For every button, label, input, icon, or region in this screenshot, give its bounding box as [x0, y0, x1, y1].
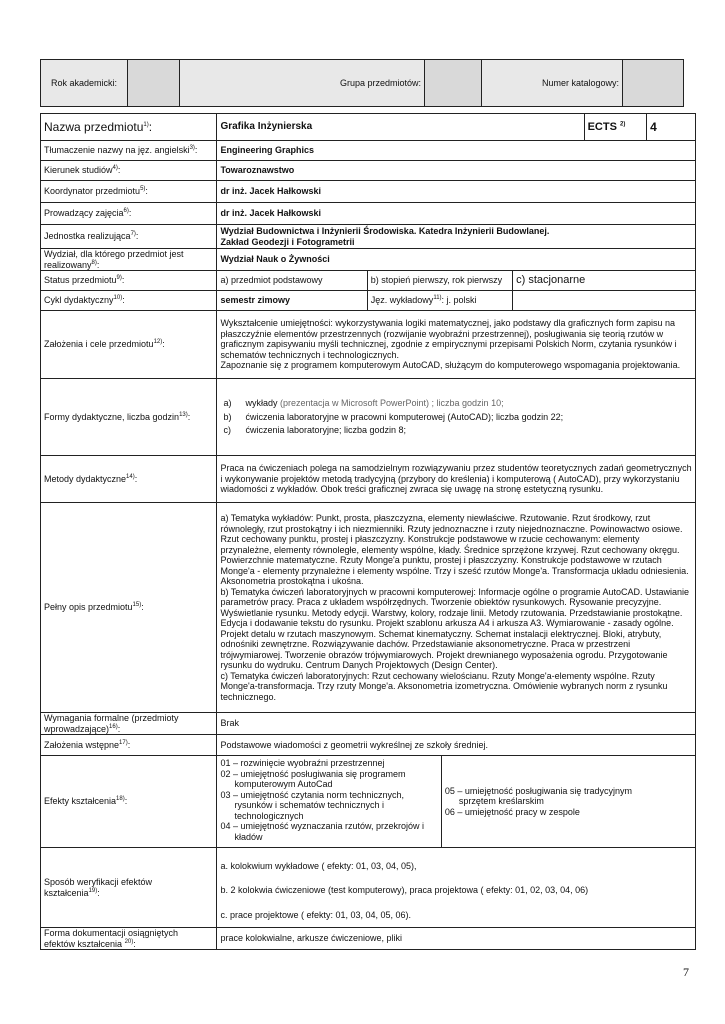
formy-item-a: a) wykłady (prezentacja w Microsoft PowerPoint) ; liczba godzin 10; — [223, 398, 504, 409]
course-table — [40, 113, 696, 950]
row-opis — [41, 503, 696, 713]
grupa-przedmiotow-value — [425, 60, 482, 107]
metody-label: Metody dydaktyczne$^{14)}$: — [41, 456, 217, 503]
numer-katalogowy-label: Numer katalogowy: — [482, 60, 623, 107]
formy-list — [217, 379, 696, 456]
forma-dok-value: prace kolokwialne, arkusze ćwiczeniowe, pliki — [217, 928, 696, 950]
row-sposob — [41, 848, 696, 928]
row-cykl — [41, 291, 696, 311]
prowadzacy-label: Prowadzący zajęcia$^{6)}$: — [41, 203, 217, 225]
efekty-right: 05 – umiejętność posługiwania się tradycyjnym sprzętem kreślarskim 06 – umiejętność pracy w zespole — [441, 756, 695, 848]
nazwa-value: Grafika Inżynierska — [217, 114, 584, 141]
koordynator-label: Koordynator przedmiotu$^{5)}$: — [41, 181, 217, 203]
zalozenia-cele-label: Założenia i cele przedmiotu$^{12)}$: — [41, 311, 217, 379]
grupa-przedmiotow-label: Grupa przedmiotów: — [180, 60, 425, 107]
zalozenia-wstepne-value: Podstawowe wiadomości z geometrii wykreślnej ze szkoły średniej. — [217, 735, 696, 756]
prowadzacy-value: dr inż. Jacek Hałkowski — [217, 203, 696, 225]
ects-label: ECTS $^{2)}$ — [584, 114, 647, 141]
wymagania-value: Brak — [217, 713, 696, 735]
metody-text: Praca na ćwiczeniach polega na samodzielnym rozwiązywaniu przez studentów teoretycznych zadań geometrycznych i wykonywanie projektów metodą tradycyjną (przybory do kreślenia) i komputerową ( AutoCAD), przy wykorzystaniu wiadomości z wykładów. Obok treści graficznej zwraca się uwagę na stronę estetyczną rysunku. — [217, 456, 696, 503]
cykl-value: semestr zimowy — [217, 291, 367, 311]
row-status — [41, 271, 696, 291]
formy-item-c: c) ćwiczenia laboratoryjne; liczba godzin 8; — [223, 425, 407, 436]
row-formy — [41, 379, 696, 456]
page-number: 7 — [683, 965, 689, 979]
forma-dok-label: Forma dokumentacji osiągniętych efektów kształcenia $^{20)}$: — [41, 928, 217, 950]
row-nazwa — [41, 114, 696, 141]
row-zalozenia-wstepne — [41, 735, 696, 756]
formy-item-b: b) ćwiczenia laboratoryjne w pracowni komputerowej (AutoCAD); liczba godzin 22; — [223, 411, 564, 422]
efekty-label: Efekty kształcenia$^{18)}$: — [41, 756, 217, 848]
row-zalozenia-cele — [41, 311, 696, 379]
zalozenia-cele-text: Wykształcenie umiejętności: wykorzystywania logiki matematycznej, jako podstawy dla graficznych form zapisu na płaszczyźnie elementów przestrzennych (rozwijanie wyobraźni przestrzennej), posługiwania się teorią rzutów w graficznym zapisywaniu myśli technicznej, zgodnie z empirycznymi przepisami Polskich Norm, czytania rysunków i schematów technicznych i technologicznych. Zapoznanie się z programem komputerowym AutoCAD, służącym do komputerowego wspomagania projektowania. — [217, 311, 696, 379]
jednostka-value: Wydział Budownictwa i Inżynierii Środowiska. Katedra Inżynierii Budowlanej. Zakład Geodezji i Fotogrametrii — [217, 225, 696, 249]
status-label: Status przedmiotu$^{9)}$: — [41, 271, 217, 291]
status-a: a) przedmiot podstawowy — [217, 271, 367, 291]
row-koordynator — [41, 181, 696, 203]
kierunek-value: Towaroznawstwo — [217, 161, 696, 181]
koordynator-value: dr inż. Jacek Hałkowski — [217, 181, 696, 203]
row-kierunek — [41, 161, 696, 181]
sposob-label: Sposób weryfikacji efektów kształcenia$^{19)}$: — [41, 848, 217, 928]
opis-text: a) Tematyka wykładów: Punkt, prosta, płaszczyzna, elementy niewłaściwe. Rzutowanie. Rzut środkowy, rzut równoległy, rzut prostokątny i ich niezmienniki. Rzuty jednoznaczne i rzuty niejednoznaczne. Powinowactwo osiowe. Rzut cechowany punktu, prostej i płaszczyzny. Konstrukcje podstawowe w rzucie cechowanym: elementy przynależne, elementy równoległe, elementy wspólne, kłady. Średnice sprzężone krzywej. Rzut cechowany okręgu. Powierzchnie matematyczne. Rzuty Monge'a punktu, prostej i płaszczyzny. Konstrukcje podstawowe w rzutach Monge'a - elementy przynależne i elementy wspólne. Trzy i sześć rzutów Monge'a. Transformacja układu odniesienia. Aksonometria prostokątna i ukośna. b) Tematyka ćwiczeń laboratoryjnych w pracowni komputerowej: Informacje ogólne o programie AutoCAD. Ustawianie parametrów pracy. Praca z układem współrzędnych. Tworzenie obiektów rysunkowych. Rysowanie precyzyjne. Wyświetlanie rysunku. Metody edycji. Warstwy, kolory, rodzaje linii. Metody rzutowania. Przedstawianie prostokątne. Edycja i dodawanie tekstu do rysunku. Projekt szablonu arkusza A4 i arkusza A3. Wymiarowanie - zasady ogólne. Projekt detalu w rzutach maszynowym. Schemat kinematyczny. Schemat instalacji elektrycznej. Bloki, atrybuty, odnośniki zewnętrzne. Rozwiązywanie dachów. Przedstawianie aksonometryczne. Praca w przestrzeni trójwymiarowej. Tworzenie obrazów trójwymiarowych. Projekt drewnianego wyposażenia ogrodu. Przygotowanie rysunku do wydruku. Centrum Danych Projektowych (Design Center). c) Tematyka ćwiczeń laboratoryjnych: Rzut cechowany wielościanu. Rzuty Monge'a-elementy wspólne. Rzuty Monge'a-transformacja. Trzy rzuty Monge'a. Aksonometria izometryczna. Omówienie wybranych norm z rysunku technicznego. — [217, 503, 696, 713]
row-tlumaczenie — [41, 141, 696, 161]
row-metody — [41, 456, 696, 503]
rok-akademicki-value — [128, 60, 180, 107]
jezyk-wykladowy: Jęz. wykładowy$^{11)}$: j. polski — [367, 291, 512, 311]
tlumaczenie-value: Engineering Graphics — [217, 141, 696, 161]
ects-value: 4 — [647, 114, 696, 141]
formy-label: Formy dydaktyczne, liczba godzin$^{13)}$: — [41, 379, 217, 456]
nazwa-label: Nazwa przedmiotu$^{1)}$: — [41, 114, 217, 141]
row-wydzial — [41, 249, 696, 271]
cykl-empty — [513, 291, 696, 311]
row-prowadzacy — [41, 203, 696, 225]
zalozenia-wstepne-label: Założenia wstępne$^{17)}$: — [41, 735, 217, 756]
tlumaczenie-label: Tłumaczenie nazwy na jęz. angielski$^{3)}$: — [41, 141, 217, 161]
sposob-text: a. kolokwium wykładowe ( efekty: 01, 03, 04, 05), b. 2 kolokwia ćwiczeniowe (test komputerowy), praca projektowa ( efekty: 01, 02, 03, 04, 06) c. prace projektowe ( efekty: 01, 03, 04, 05, 06). — [217, 848, 696, 928]
row-efekty — [41, 756, 696, 848]
opis-label: Pełny opis przedmiotu$^{15)}$: — [41, 503, 217, 713]
wydzial-value: Wydział Nauk o Żywności — [217, 249, 696, 271]
row-forma-dokumentacji — [41, 928, 696, 950]
status-b: b) stopień pierwszy, rok pierwszy — [367, 271, 512, 291]
efekty-left: 01 – rozwinięcie wyobraźni przestrzennej 02 – umiejętność posługiwania się programem komputerowym AutoCad 03 – umiejętność czytania norm technicznych, rysunków i schematów technicznych i technologicznych 04 – umiejętność wyznaczania rzutów, przekrojów i kładów — [217, 756, 441, 848]
row-jednostka — [41, 225, 696, 249]
header-table — [40, 59, 684, 107]
row-wymagania — [41, 713, 696, 735]
cykl-label: Cykl dydaktyczny$^{10)}$: — [41, 291, 217, 311]
rok-akademicki-label: Rok akademicki: — [41, 60, 128, 107]
jednostka-label: Jednostka realizująca$^{7)}$: — [41, 225, 217, 249]
status-c: c) stacjonarne — [513, 271, 696, 291]
kierunek-label: Kierunek studiów$^{4)}$: — [41, 161, 217, 181]
numer-katalogowy-value — [623, 60, 684, 107]
wydzial-label: Wydział, dla którego przedmiot jest realizowany$^{8)}$: — [41, 249, 217, 271]
wymagania-label: Wymagania formalne (przedmioty wprowadzające)$^{16)}$: — [41, 713, 217, 735]
